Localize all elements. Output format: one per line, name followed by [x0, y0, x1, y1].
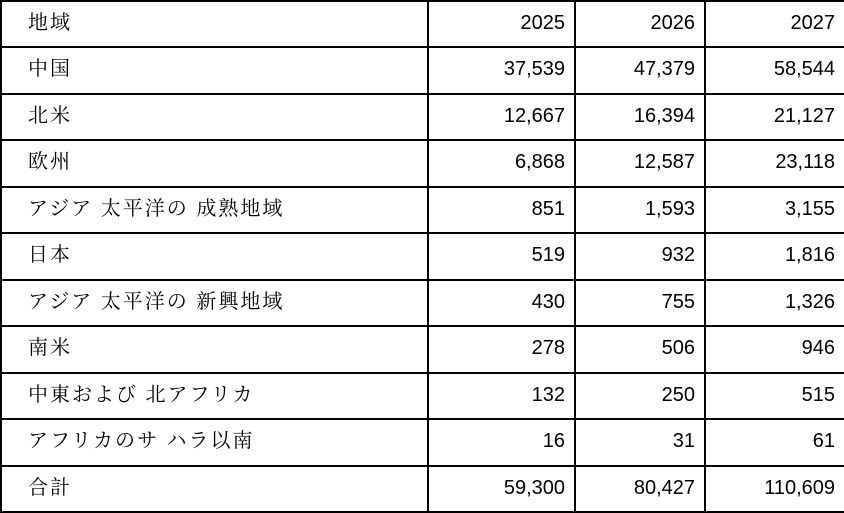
table-row	[1, 140, 844, 186]
value-cell: 1,593	[575, 187, 705, 233]
table-row	[1, 233, 844, 279]
table-row	[1, 94, 844, 140]
region-cell: アジア 太平洋の 新興地域	[1, 280, 428, 326]
region-cell: アフリカのサ ハラ以南	[1, 419, 428, 465]
table-row	[1, 419, 844, 465]
table-row	[1, 326, 844, 372]
total-value-cell: 59,300	[428, 466, 575, 512]
value-cell: 1,326	[705, 280, 844, 326]
region-cell: 中国	[1, 47, 428, 93]
region-cell: 欧州	[1, 140, 428, 186]
table-header-row	[1, 1, 844, 47]
value-cell: 31	[575, 419, 705, 465]
total-value-cell: 80,427	[575, 466, 705, 512]
value-cell: 519	[428, 233, 575, 279]
value-cell: 23,118	[705, 140, 844, 186]
value-cell: 58,544	[705, 47, 844, 93]
header-year-2027: 2027	[705, 1, 844, 47]
header-year-2026: 2026	[575, 1, 705, 47]
region-cell: 日本	[1, 233, 428, 279]
value-cell: 515	[705, 373, 844, 419]
value-cell: 3,155	[705, 187, 844, 233]
table-row	[1, 373, 844, 419]
table-row	[1, 280, 844, 326]
value-cell: 250	[575, 373, 705, 419]
table-row	[1, 187, 844, 233]
region-cell: 北米	[1, 94, 428, 140]
value-cell: 21,127	[705, 94, 844, 140]
value-cell: 16	[428, 419, 575, 465]
value-cell: 37,539	[428, 47, 575, 93]
value-cell: 12,667	[428, 94, 575, 140]
value-cell: 278	[428, 326, 575, 372]
value-cell: 430	[428, 280, 575, 326]
value-cell: 61	[705, 419, 844, 465]
value-cell: 132	[428, 373, 575, 419]
table-total-row	[1, 466, 844, 512]
region-cell: 南米	[1, 326, 428, 372]
value-cell: 12,587	[575, 140, 705, 186]
total-label-cell: 合計	[1, 466, 428, 512]
header-year-2025: 2025	[428, 1, 575, 47]
value-cell: 946	[705, 326, 844, 372]
value-cell: 1,816	[705, 233, 844, 279]
value-cell: 851	[428, 187, 575, 233]
region-cell: アジア 太平洋の 成熟地域	[1, 187, 428, 233]
table-row	[1, 47, 844, 93]
value-cell: 16,394	[575, 94, 705, 140]
value-cell: 932	[575, 233, 705, 279]
header-region-label: 地域	[1, 1, 428, 47]
value-cell: 6,868	[428, 140, 575, 186]
value-cell: 47,379	[575, 47, 705, 93]
total-value-cell: 110,609	[705, 466, 844, 512]
value-cell: 755	[575, 280, 705, 326]
region-cell: 中東および 北アフリカ	[1, 373, 428, 419]
value-cell: 506	[575, 326, 705, 372]
